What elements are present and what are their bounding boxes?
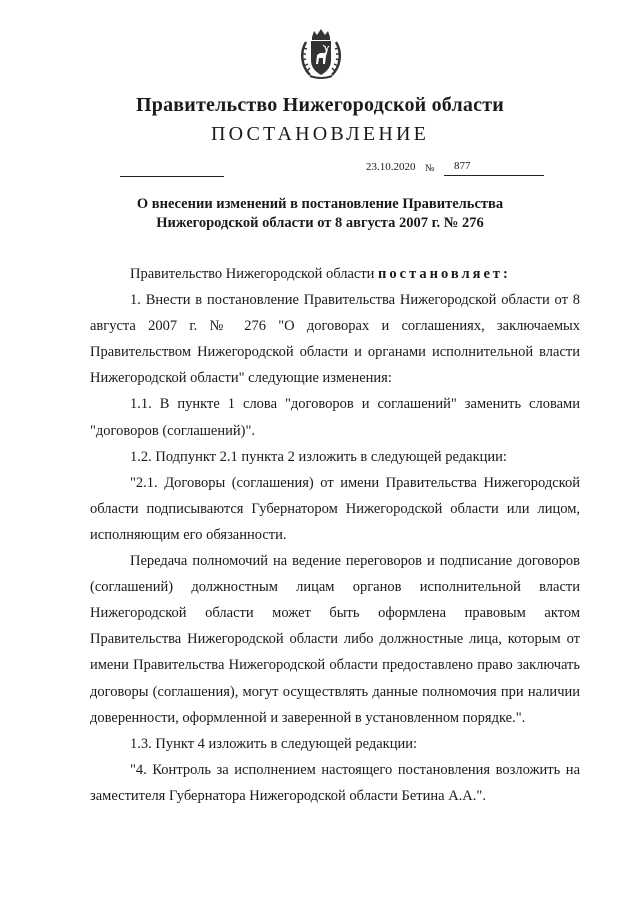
document-date: 23.10.2020 xyxy=(366,161,416,173)
government-name: Правительство Нижегородской области xyxy=(136,94,504,116)
paragraph-transfer: Передача полномочий на ведение переговоров и подписание договоров (соглашений) должностным лицам органов исполнительной власти Нижегородской области может быть оформлена правовым актом Правительства Нижегородской области либо должностные лица, которым от имени Правительства Нижегородской области предоставлено право заключать договоры (соглашения), могут осуществлять данные полномочия при наличии доверенности, оформленной и заверенной в установленном порядке.". xyxy=(90,553,580,726)
paragraph-1-1: 1.1. В пункте 1 слова "договоров и соглашений" заменить словами "договоров (соглашений)". xyxy=(90,396,580,439)
paragraph-1-3: 1.3. Пункт 4 изложить в следующей редакции: xyxy=(130,735,418,752)
resolves-word: постановляет: xyxy=(378,266,511,282)
document-number: 877 xyxy=(444,160,544,176)
subject-line: О внесении изменений в постановление Правительства xyxy=(136,196,504,212)
intro-prefix: Правительство Нижегородской области xyxy=(130,266,379,282)
paragraph-2-1: "2.1. Договоры (соглашения) от имени Правительства Нижегородской области подписываются Губернатором Нижегородской области или лицом, исполняющим его обязанности. xyxy=(90,474,580,543)
document-body xyxy=(90,261,580,809)
paragraph-4: "4. Контроль за исполнением настоящего постановления возложить на заместителя Губернатора Нижегородской области Бетина А.А.". xyxy=(90,761,580,804)
subject-line: Нижегородской области от 8 августа 2007 г. № 276 xyxy=(156,215,484,231)
paragraph-1: 1. Внести в постановление Правительства Нижегородской области от 8 августа 2007 г. № 276 "О договорах и соглашениях, заключаемых Правительством Нижегородской области и органами исполнительной власти Нижегородской области" следующие изменения: xyxy=(90,292,580,387)
blank-line xyxy=(120,176,224,177)
paragraph-1-2: 1.2. Подпункт 2.1 пункта 2 изложить в следующей редакции: xyxy=(130,448,507,465)
coat-of-arms-icon xyxy=(298,28,344,80)
document-subject xyxy=(100,195,540,233)
intro-paragraph xyxy=(90,261,580,287)
number-sign: № xyxy=(425,163,435,174)
document-type: ПОСТАНОВЛЕНИЕ xyxy=(210,123,430,145)
